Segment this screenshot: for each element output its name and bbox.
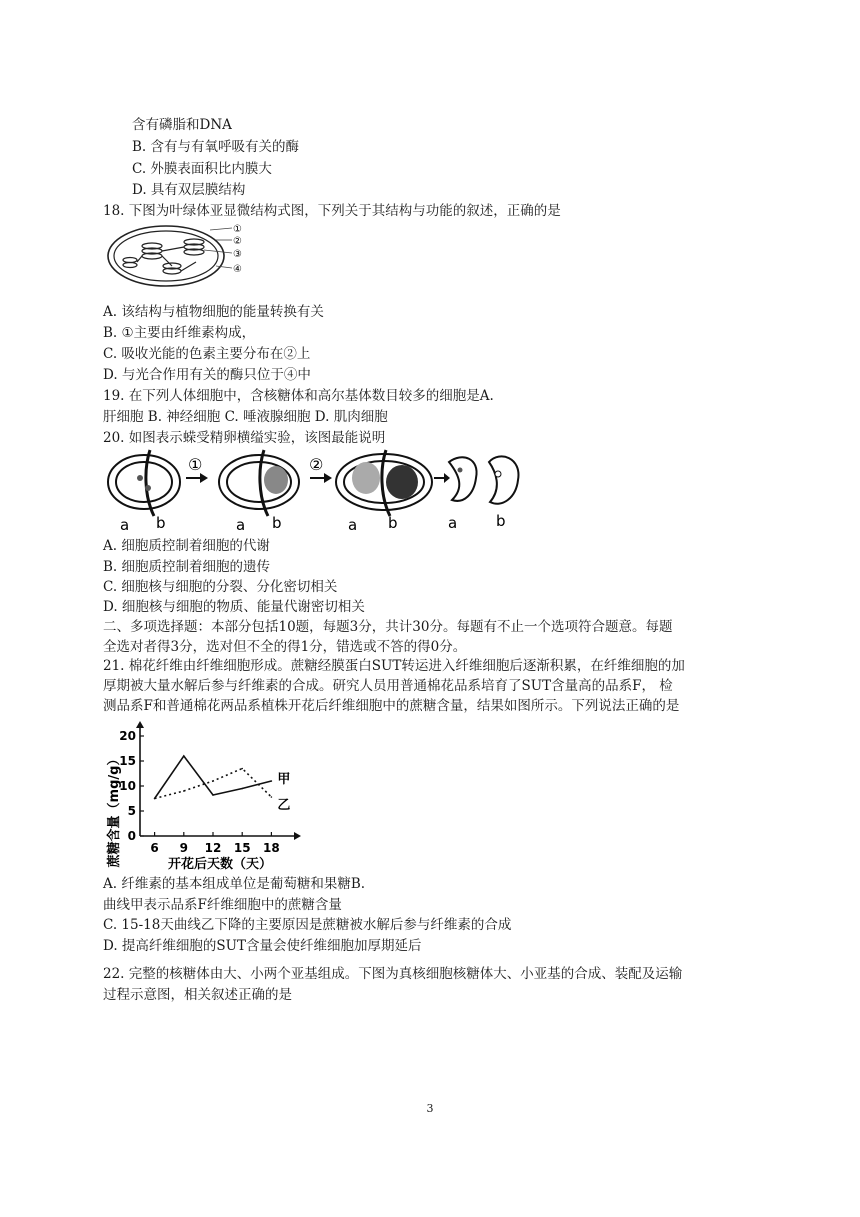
- data-point-甲: [241, 788, 243, 790]
- cell-label-a: a: [448, 514, 458, 532]
- q18-option-a: A. 该结构与植物细胞的能量转换有关: [103, 304, 324, 320]
- q17-option-c: C. 外膜表面积比内膜大: [132, 161, 272, 177]
- x-tick-label: 18: [263, 841, 280, 855]
- grana-stacks: [123, 239, 204, 274]
- section2-instructions-2: 全选对者得3分，选对但不全的得1分，错选或不答的得0分。: [103, 639, 467, 655]
- q21-option-b-continued: 曲线甲表示品系F纤维细胞中的蔗糖含量: [103, 897, 342, 913]
- data-point-乙: [183, 790, 185, 792]
- q21-stem-1: 21. 棉花纤维由纤维细胞形成。蔗糖经膜蛋白SUT转运进入纤维细胞后逐渐积累，在纤维细胞的加: [103, 658, 685, 674]
- x-tick-label: 15: [233, 841, 251, 855]
- label-3: ③: [233, 249, 242, 260]
- sucrose-line-chart: [104, 718, 304, 872]
- data-point-甲: [212, 794, 214, 796]
- data-point-甲: [271, 780, 273, 782]
- q20-option-a: A. 细胞质控制着细胞的代谢: [103, 538, 270, 554]
- x-tick-label: 12: [204, 841, 222, 855]
- step-2-label: ②: [309, 455, 324, 474]
- q20-option-d: D. 细胞核与细胞的物质、能量代谢密切相关: [103, 599, 365, 615]
- q17-option-a-continued: 含有磷脂和DNA: [132, 117, 232, 133]
- q21-stem-2: 厚期被大量水解后参与纤维素的合成。研究人员用普通棉花品系培育了SUT含量高的品系F， 检: [103, 678, 673, 694]
- q21-option-a: A. 纤维素的基本组成单位是葡萄糖和果糖B.: [103, 876, 366, 892]
- x-axis-label: 开花后天数（天）: [167, 857, 273, 872]
- q17-option-d: D. 具有双层膜结构: [132, 182, 246, 198]
- q21-option-d: D. 提高纤维细胞的SUT含量会使纤维细胞加厚期延后: [103, 938, 422, 954]
- cell-label-a: a: [236, 516, 246, 534]
- q22-stem-2: 过程示意图，相关叙述正确的是: [103, 987, 292, 1003]
- data-point-乙: [241, 768, 243, 770]
- page-number: 3: [426, 1102, 434, 1115]
- label-1: ①: [233, 224, 242, 235]
- q21-stem-3: 测品系F和普通棉花两品系植株开花后纤维细胞中的蔗糖含量，结果如图所示。下列说法正确的是: [103, 698, 680, 714]
- x-tick-label: 9: [179, 841, 188, 855]
- q19-options: 肝细胞 B. 神经细胞 C. 唾液腺细胞 D. 肌肉细胞: [103, 409, 388, 425]
- data-point-甲: [183, 755, 185, 757]
- cell-label-b: b: [496, 512, 506, 530]
- cell-label-b: b: [388, 514, 398, 532]
- cell-label-b: b: [272, 514, 282, 532]
- y-tick-label: 10: [119, 779, 136, 793]
- legend-label-甲: 甲: [277, 772, 291, 787]
- chloroplast-outer-membrane: [108, 226, 224, 286]
- egg-ligation-diagram: [104, 448, 524, 534]
- q18-option-b: B. ①主要由纤维素构成，: [103, 325, 256, 341]
- q20-stem: 20. 如图表示蝾受精卵横缢实验，该图最能说明: [103, 430, 386, 446]
- y-tick-label: 0: [127, 829, 136, 843]
- chloroplast-diagram: [104, 220, 254, 300]
- step-1-label: ①: [188, 455, 203, 474]
- q20-option-b: B. 细胞质控制着细胞的遗传: [103, 559, 271, 575]
- y-axis-arrow: [136, 721, 144, 728]
- q18-option-d: D. 与光合作用有关的酶只位于④中: [103, 367, 311, 383]
- data-point-乙: [271, 796, 273, 798]
- q17-option-b: B. 含有与有氧呼吸有关的酶: [132, 139, 300, 155]
- y-tick-label: 15: [119, 754, 136, 768]
- q18-stem: 18. 下图为叶绿体亚显微结构式图，下列关于其结构与功能的叙述，正确的是: [103, 203, 561, 219]
- y-tick-label: 5: [127, 804, 136, 818]
- label-4: ④: [233, 264, 242, 275]
- pointer-lines: [204, 228, 232, 268]
- legend-label-乙: 乙: [277, 798, 291, 813]
- cell-label-b: b: [156, 514, 166, 532]
- x-tick-label: 6: [150, 841, 159, 855]
- series-line-甲: [155, 756, 272, 799]
- data-point-乙: [154, 798, 156, 800]
- section2-instructions-1: 二、多项选择题：本部分包括10题，每题3分，共计30分。每题有不止一个选项符合题意。每题: [103, 619, 673, 635]
- q22-stem-1: 22. 完整的核糖体由大、小两个亚基组成。下图为真核细胞核糖体大、小亚基的合成、装配及运输: [103, 966, 683, 982]
- q18-option-c: C. 吸收光能的色素主要分布在②上: [103, 346, 311, 362]
- q19-stem: 19. 在下列人体细胞中，含核糖体和高尔基体数目较多的细胞是A.: [103, 388, 494, 404]
- y-tick-label: 20: [119, 729, 136, 743]
- cell-label-a: a: [120, 516, 130, 534]
- cell-label-a: a: [348, 516, 358, 534]
- x-axis-arrow: [294, 832, 301, 840]
- y-axis-label: 蔗糖含量（mg/g）: [107, 752, 122, 868]
- data-point-乙: [212, 780, 214, 782]
- q21-option-c: C. 15-18天曲线乙下降的主要原因是蔗糖被水解后参与纤维素的合成: [103, 917, 512, 933]
- q20-option-c: C. 细胞核与细胞的分裂、分化密切相关: [103, 579, 338, 595]
- label-2: ②: [233, 236, 242, 247]
